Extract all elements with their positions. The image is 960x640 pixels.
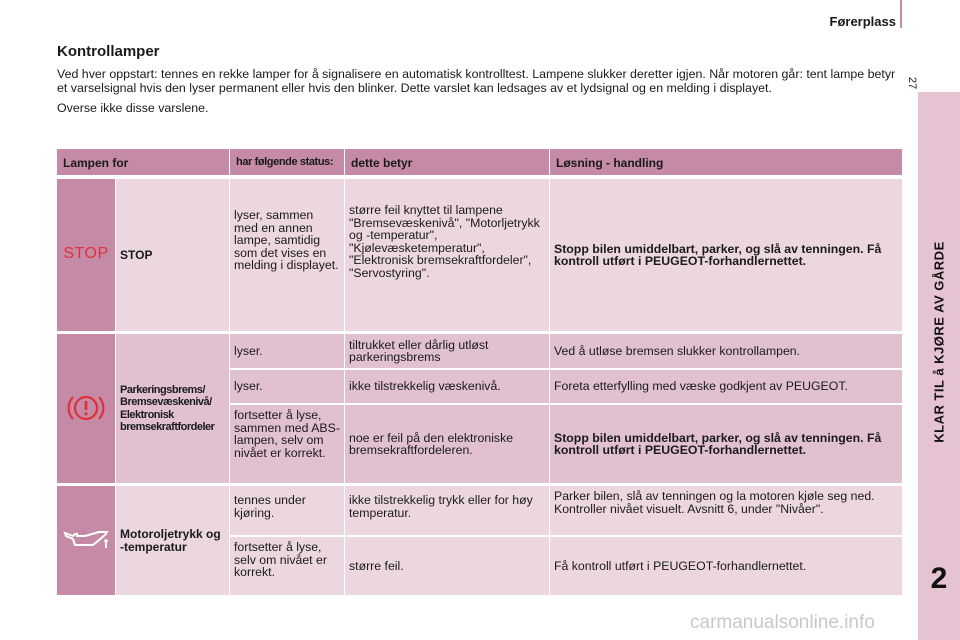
- watermark: carmanualsonline.info: [690, 612, 875, 633]
- section-heading: Kontrollamper: [57, 43, 160, 60]
- intro-paragraph: Ved hver oppstart: tennes en rekke lamper for å signalisere en automatisk kontrolltest. Lampene slukker deretter igjen. Når motoren går: tent lampe betyr et varselsignal hvis den lyser permanent eller hvis den blinker. Dette varslet kan ledsages av et lydsignal og en melding i displayet.: [57, 67, 896, 95]
- oil-can-icon: [63, 529, 109, 551]
- column-header-lamp: Lampen for: [57, 149, 229, 175]
- action-cell: Parker bilen, slå av tenningen og la motoren kjøle seg ned. Kontroller nivået visuelt. Avsnitt 6, under "Nivåer".: [550, 486, 902, 535]
- header-divider: [900, 0, 902, 28]
- stop-icon-cell: [57, 179, 115, 331]
- meaning-cell: ikke tilstrekkelig trykk eller for høy temperatur.: [345, 486, 549, 535]
- action-cell: Stopp bilen umiddelbart, parker, og slå av tenningen. Få kontroll utført i PEUGEOT-forhandlernettet.: [550, 179, 902, 331]
- action-cell: Få kontroll utført i PEUGEOT-forhandlernettet.: [550, 537, 902, 595]
- status-cell: fortsetter å lyse, selv om nivået er korrekt.: [230, 537, 344, 595]
- status-cell: lyser.: [230, 334, 344, 368]
- intro-text: [57, 67, 902, 115]
- status-cell: tennes under kjøring.: [230, 486, 344, 535]
- meaning-cell: ikke tilstrekkelig væskenivå.: [345, 370, 549, 403]
- chapter-sidebar: [918, 92, 960, 640]
- meaning-cell: større feil.: [345, 537, 549, 595]
- column-header-status: har følgende status:: [230, 149, 344, 175]
- page-number: 27: [906, 76, 918, 90]
- page-section-title: Førerplass: [829, 14, 896, 29]
- column-header-meaning: dette betyr: [345, 149, 549, 175]
- status-cell: fortsetter å lyse, sammen med ABS-lampen, selv om nivået er korrekt.: [230, 405, 344, 483]
- brake-icon-cell: [57, 334, 115, 483]
- oil-icon-cell: [57, 486, 115, 595]
- intro-paragraph: Overse ikke disse varslene.: [57, 101, 209, 115]
- row-label-brakes: Parkeringsbrems/ Bremsevæskenivå/ Elektronisk bremsekraftfordeler: [116, 334, 229, 483]
- row-label-stop: STOP: [116, 179, 229, 331]
- row-label-oil: Motoroljetrykk og -temperatur: [116, 486, 229, 595]
- chapter-title-text: KLAR TIL å KJØRE AV GÅRDE: [931, 241, 947, 443]
- status-cell: lyser, sammen med en annen lampe, samtidig som det vises en melding i displayet.: [230, 179, 344, 331]
- brake-warning-icon: [66, 391, 106, 425]
- column-header-action: Løsning - handling: [550, 149, 902, 175]
- meaning-cell: tiltrukket eller dårlig utløst parkeringsbrems: [345, 334, 549, 368]
- action-cell: Foreta etterfylling med væske godkjent av PEUGEOT.: [550, 370, 902, 403]
- chapter-number: 2: [930, 562, 948, 595]
- stop-icon: STOP: [63, 245, 109, 262]
- meaning-cell: større feil knyttet til lampene "Bremsevæskenivå", "Motorljetrykk og -temperatur", "Kjølevæsketemperatur", "Elektronisk bremsekraftfordeler", "Servostyring".: [345, 179, 549, 331]
- status-cell: lyser.: [230, 370, 344, 403]
- chapter-title: [918, 92, 960, 552]
- meaning-cell: noe er feil på den elektroniske bremsekraftfordeleren.: [345, 405, 549, 483]
- action-cell: Ved å utløse bremsen slukker kontrollampen.: [550, 334, 902, 368]
- action-cell: Stopp bilen umiddelbart, parker, og slå av tenningen. Få kontroll utført i PEUGEOT-forhandlernettet.: [550, 405, 902, 483]
